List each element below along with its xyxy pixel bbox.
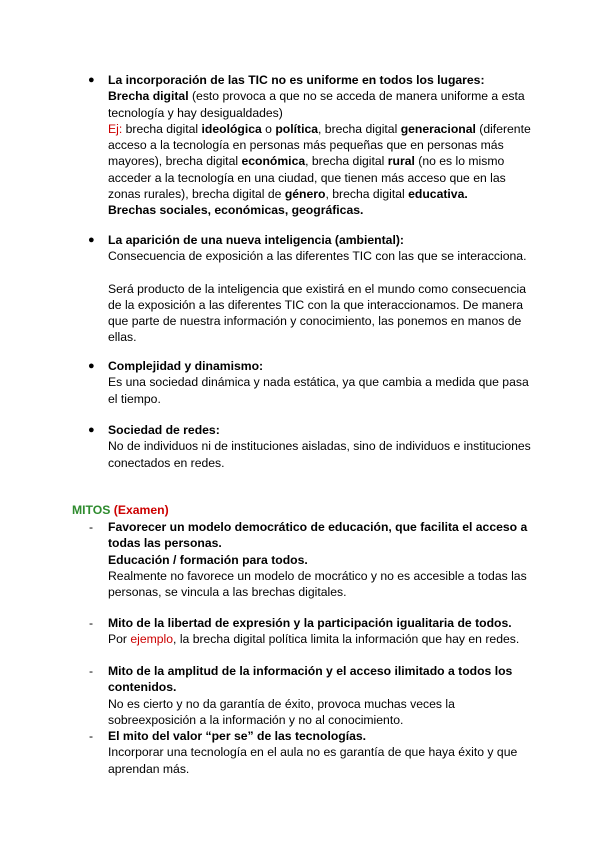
item-title: Complejidad y dinamismo:: [108, 359, 264, 373]
bullet-marker: ●: [88, 74, 95, 86]
item-paragraph: Será producto de la inteligencia que existirá en el mundo como consecuencia de la exposición a las diferentes TIC con la que interaccionamos. De manera que parte de nuestra información y conocimiento, las ponemos en manos de ellas.: [108, 281, 527, 345]
term-brecha-digital: Brecha digital: [108, 89, 189, 104]
item-title: Favorecer un modelo democrático de educación, que facilita el acceso a todas las personas.: [108, 520, 528, 551]
mito-item-modelo-democratico: [89, 519, 533, 600]
mito-item-amplitud-informacion: [89, 663, 533, 728]
mitos-label: MITOS: [72, 503, 111, 517]
item-body: Es una sociedad dinámica y nada estática, ya que cambia a medida que pasa el tiempo.: [108, 375, 529, 406]
bullet-marker: ●: [88, 360, 95, 372]
item-title: Mito de la amplitud de la información y el acceso ilimitado a todos los contenidos.: [108, 664, 513, 695]
item-summary: Brechas sociales, económicas, geográficas.: [108, 203, 364, 218]
item-body: No de individuos ni de instituciones aisladas, sino de individuos e instituciones conectados en redes.: [108, 439, 531, 470]
item-body: Por ejemplo, la brecha digital política limita la información que hay en redes.: [108, 632, 520, 647]
item-body: Consecuencia de exposición a las diferentes TIC con las que se interacciona.: [108, 249, 527, 264]
bullet-marker: ●: [88, 424, 95, 436]
item-subtitle: Educación / formación para todos.: [108, 552, 308, 567]
item-body: No es cierto y no da garantía de éxito, provoca muchas veces la sobreexposición a la información y no al conocimiento.: [108, 696, 455, 727]
mitos-heading: [72, 502, 169, 518]
dash-marker: -: [89, 520, 94, 534]
item-title: Sociedad de redes:: [108, 423, 220, 437]
mito-item-libertad-expresion: [89, 615, 533, 648]
examen-label: (Examen): [113, 503, 169, 517]
ej-label: Ej:: [108, 121, 123, 136]
ejemplo-label: ejemplo: [130, 632, 174, 647]
item-title: La aparición de una nueva inteligencia (ambiental):: [108, 233, 404, 247]
dash-marker: -: [89, 616, 94, 630]
item-body: Realmente no favorece un modelo de mocrático y no es accesible a todas las personas, se vincula a las brechas digitales.: [108, 568, 527, 600]
bullet-item-complejidad: [88, 358, 533, 407]
item-body: Brecha digital (esto provoca a que no se acceda de manera uniforme a esta tecnología y hay desigualdades): [108, 89, 525, 120]
bullet-item-nueva-inteligencia: [88, 232, 533, 346]
item-body: Incorporar una tecnología en el aula no es garantía de que haya éxito y que aprendan más.: [108, 745, 518, 776]
dash-marker: -: [89, 729, 94, 743]
dash-marker: -: [89, 664, 94, 678]
mito-item-valor-per-se: [89, 728, 533, 777]
bullet-marker: ●: [88, 234, 95, 246]
item-title: El mito del valor “per se” de las tecnologías.: [108, 729, 367, 743]
item-title: Mito de la libertad de expresión y la participación igualitaria de todos.: [108, 616, 512, 630]
bullet-item-sociedad-redes: [88, 422, 533, 471]
item-examples: Ej: brecha digital ideológica o política, brecha digital generacional (diferente acceso a la tecnología en personas más pequeñas que en personas más mayores), brecha digital económica, brecha digital rural (no es lo mismo acceder a la tecnología en una ciudad, que tienen más acceso que en las zonas rurales), brecha digital de género, brecha digital educativa.: [108, 121, 531, 202]
bullet-item-tic-uniformity: [88, 72, 533, 219]
item-title: La incorporación de las TIC no es uniforme en todos los lugares:: [108, 73, 485, 87]
